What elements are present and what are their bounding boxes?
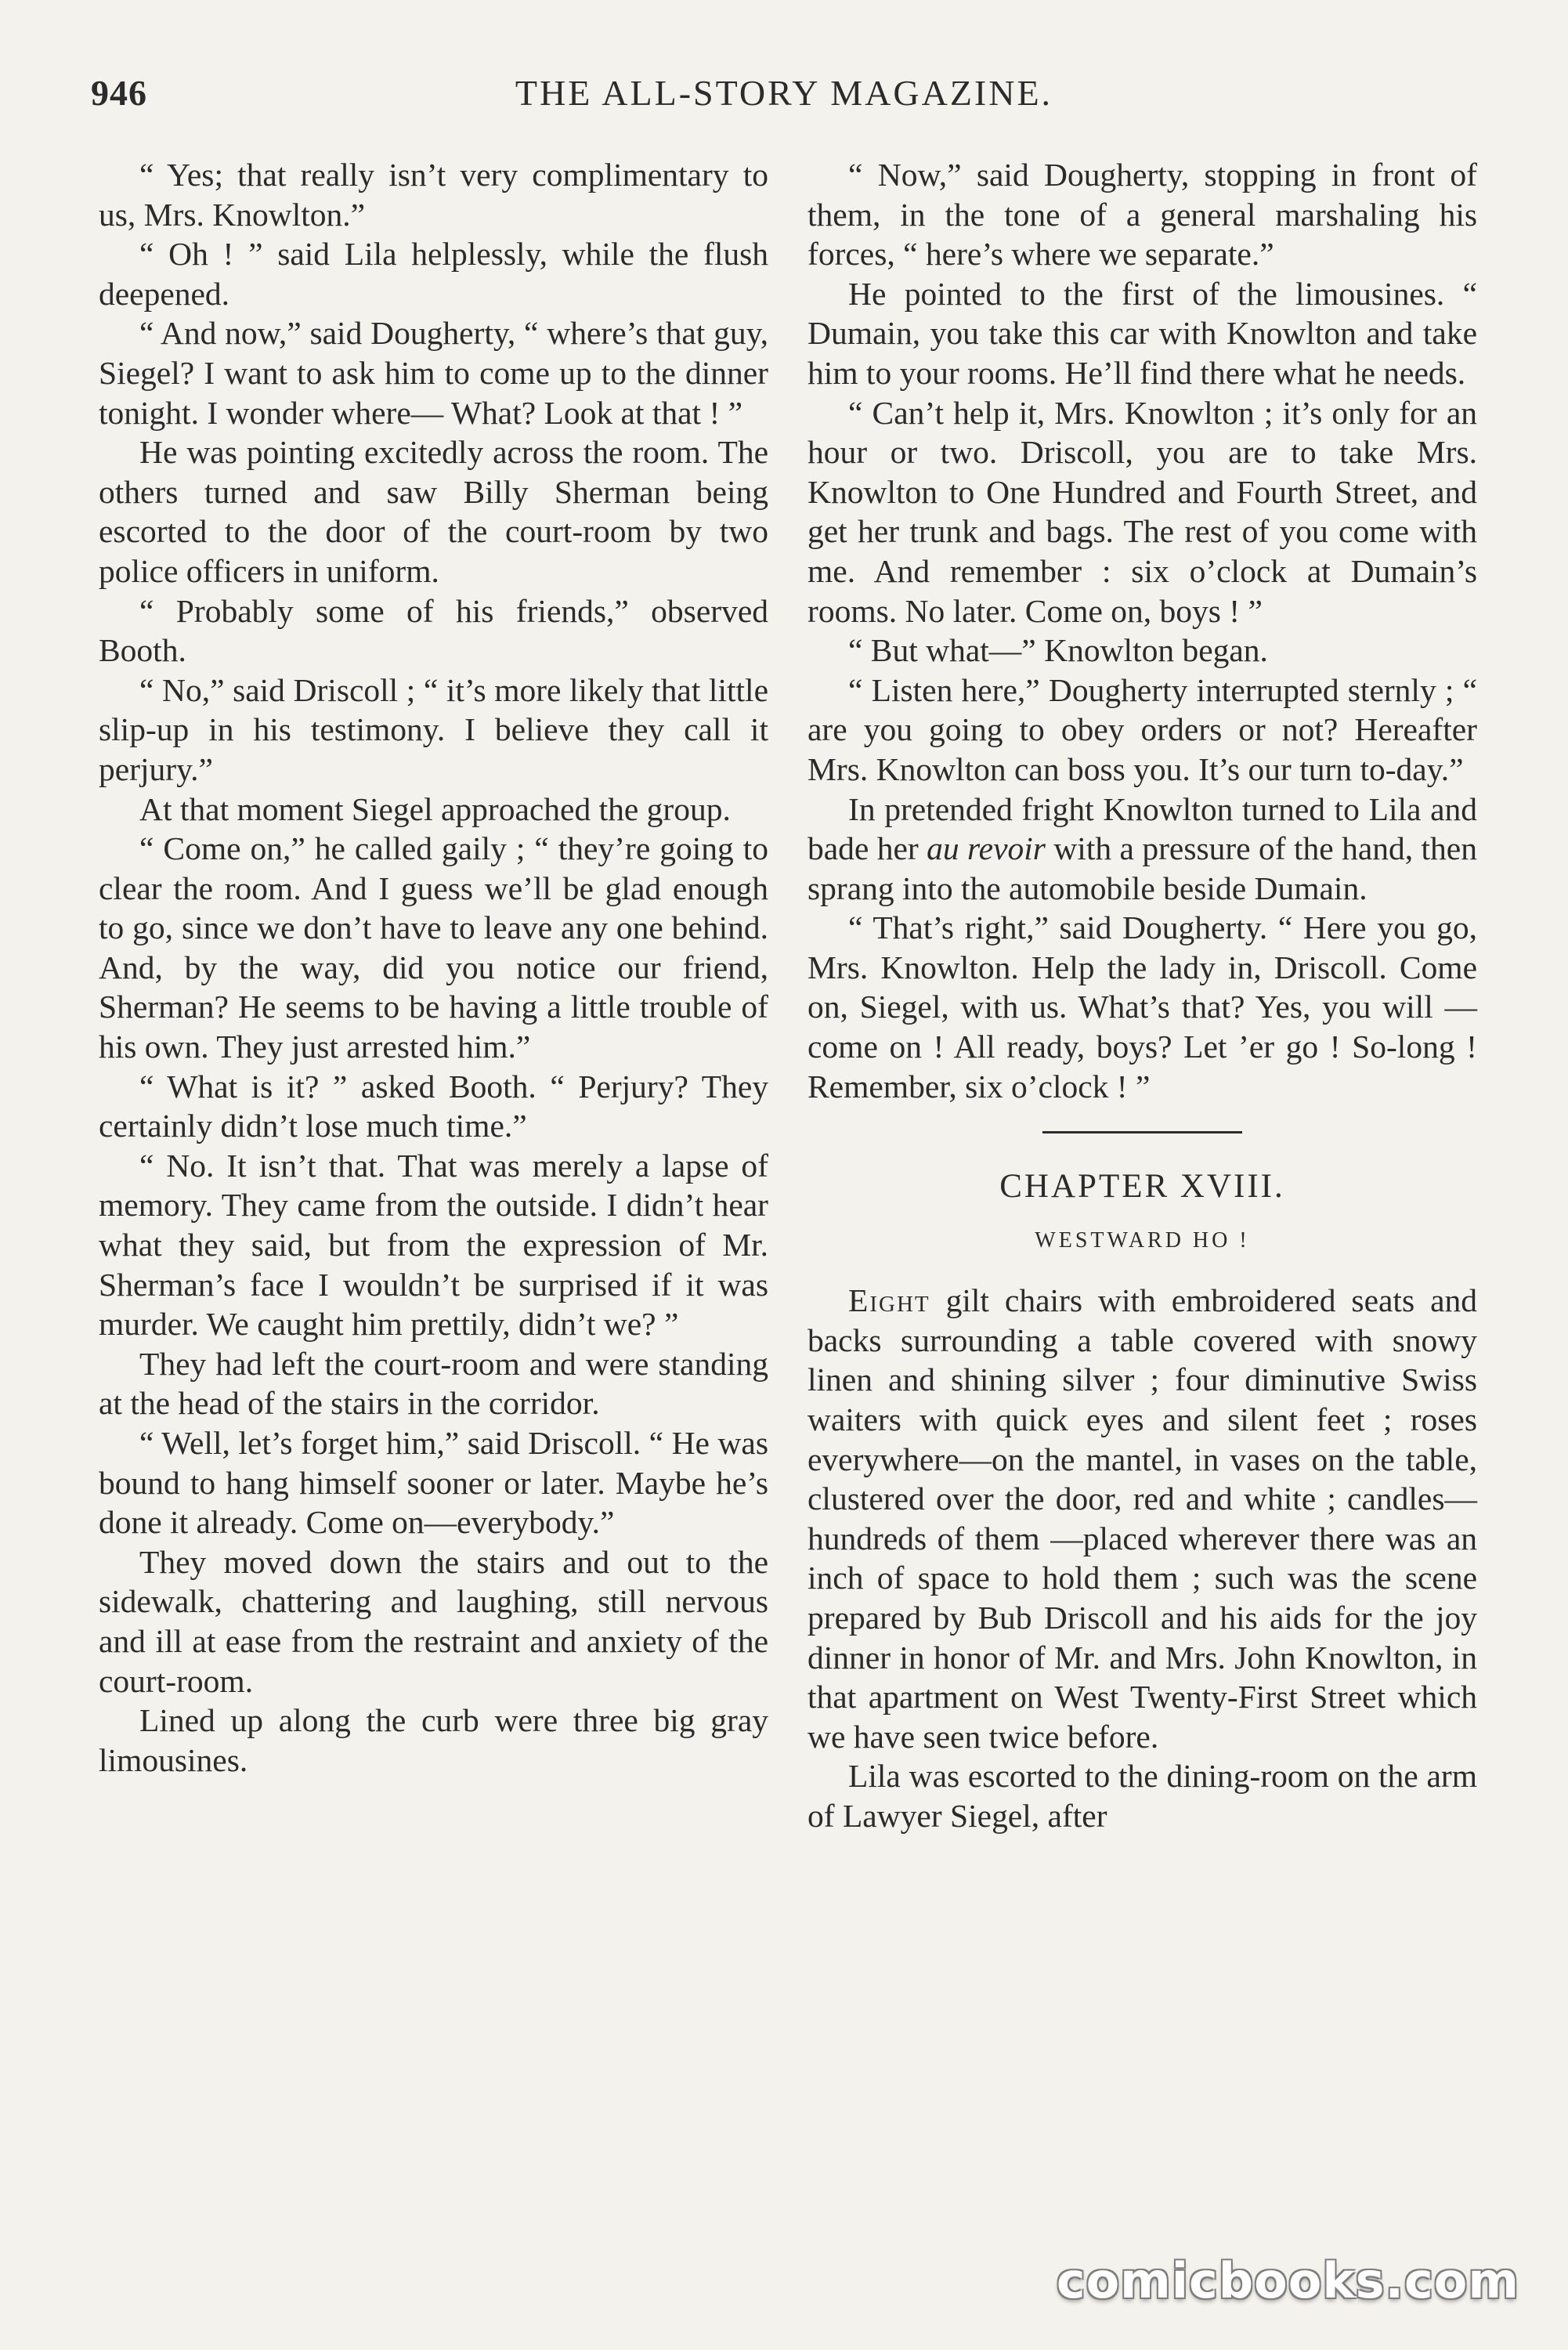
paragraph: “ Now,” said Dougherty, stopping in front of them, in the tone of a general marshaling his forces, “ here’s where we separate.”: [807, 157, 1477, 273]
paragraph: He was pointing excitedly across the room. The others turned and saw Billy Sherman being escorted to the door of the court-room by two police officers in uniform.: [99, 434, 768, 589]
page-header: [91, 72, 1477, 127]
text-span: with a pressure of the hand, then sprang into the automobile beside Dumain.: [807, 830, 1477, 906]
paragraph: “ Yes; that really isn’t very complimentary to us, Mrs. Knowlton.”: [99, 157, 768, 233]
opening-word: Eight: [848, 1282, 930, 1319]
watermark-logo: comicbooks.com: [1056, 2252, 1519, 2309]
chapter-title: CHAPTER XVIII.: [999, 1168, 1285, 1206]
paragraph: They moved down the stairs and out to the sidewalk, chattering and laughing, still nervous and ill at ease from the restraint and anxiety of the court-room.: [99, 1543, 768, 1699]
paragraph: “ Well, let’s forget him,” said Driscoll. “ He was bound to hang himself sooner or later. Maybe he’s done it already. Come on—everybody.”: [99, 1425, 768, 1541]
paragraph: “ Listen here,” Dougherty interrupted sternly ; “ are you going to obey orders or not? Hereafter Mrs. Knowlton can boss you. It’s our turn to-day.”: [807, 671, 1477, 787]
running-title: THE ALL-STORY MAGAZINE.: [515, 73, 1053, 113]
page-number: 946: [91, 73, 147, 113]
paragraph: He pointed to the first of the limousines. “ Dumain, you take this car with Knowlton and take him to your rooms. He’ll find there what he needs.: [807, 275, 1477, 391]
paragraph: “ What is it? ” asked Booth. “ Perjury? They certainly didn’t lose much time.”: [99, 1068, 768, 1144]
paragraph-au-revoir: [807, 790, 1477, 909]
paragraph: Lined up along the curb were three big gray limousines.: [99, 1702, 768, 1778]
right-column: [807, 155, 1477, 1836]
paragraph: “ But what—” Knowlton began.: [848, 632, 1268, 669]
paragraph: “ Oh ! ” said Lila helplessly, while the flush deepened.: [99, 236, 768, 312]
left-column: [99, 155, 768, 1780]
paragraph: At that moment Siegel approached the group.: [139, 790, 731, 827]
chapter-subtitle: WESTWARD HO !: [1035, 1228, 1250, 1253]
paragraph: “ Come on,” he called gaily ; “ they’re going to clear the room. And I guess we’ll be glad enough to go, since we don’t have to leave any one behind. And, by the way, did you notice our friend, Sherman? He seems to be having a little trouble of his own. They just arrested him.”: [99, 830, 768, 1065]
text-span: gilt chairs with embroidered seats and backs surrounding a table covered with snowy linen and shining silver ; four diminutive Swiss waiters with quick eyes and silent feet ; roses everywhere—on the mantel, in vases on the table, clustered over the door, red and white ; candles—hundreds of them —placed wherever there was an inch of space to hold them ; such was the scene prepared by Bub Driscoll and his aids for the joy dinner in honor of Mr. and Mrs. John Knowlton, in that apartment on West Twenty-First Street which we have seen twice before.: [807, 1282, 1477, 1755]
paragraph: “ Can’t help it, Mrs. Knowlton ; it’s only for an hour or two. Driscoll, you are to take Mrs. Knowlton to One Hundred and Fourth Street, and get her trunk and bags. The rest of you come with me. And remember : six o’clock at Dumain’s rooms. No later. Come on, boys ! ”: [807, 394, 1477, 629]
section-divider: [1042, 1131, 1242, 1133]
paragraph: Lila was escorted to the dining-room on the arm of Lawyer Siegel, after: [807, 1758, 1477, 1834]
chapter-opening-paragraph: [807, 1281, 1477, 1756]
paragraph: “ That’s right,” said Dougherty. “ Here you go, Mrs. Knowlton. Help the lady in, Driscoll. Come on, Siegel, with us. What’s that? Yes, you will —come on ! All ready, boys? Let ’er go ! So-long ! Remember, six o’clock ! ”: [807, 909, 1477, 1104]
paragraph: “ Probably some of his friends,” observed Booth.: [99, 592, 768, 669]
text-span: In pretended fright Knowlton turned to Lila and bade her: [807, 790, 1477, 867]
paragraph: “ No,” said Driscoll ; “ it’s more likely that little slip-up in his testimony. I believe they call it perjury.”: [99, 671, 768, 787]
paragraph: “ No. It isn’t that. That was merely a lapse of memory. They came from the outside. I didn’t hear what they said, but from the expression of Mr. Sherman’s face I wouldn’t be surprised if it was murder. We caught him prettily, didn’t we? ”: [99, 1147, 768, 1343]
paragraph: They had left the court-room and were standing at the head of the stairs in the corridor.: [99, 1345, 768, 1422]
italic-phrase: au revoir: [927, 830, 1046, 867]
paragraph: “ And now,” said Dougherty, “ where’s that guy, Siegel? I want to ask him to come up to the dinner tonight. I wonder where— What? Look at that ! ”: [99, 315, 768, 431]
